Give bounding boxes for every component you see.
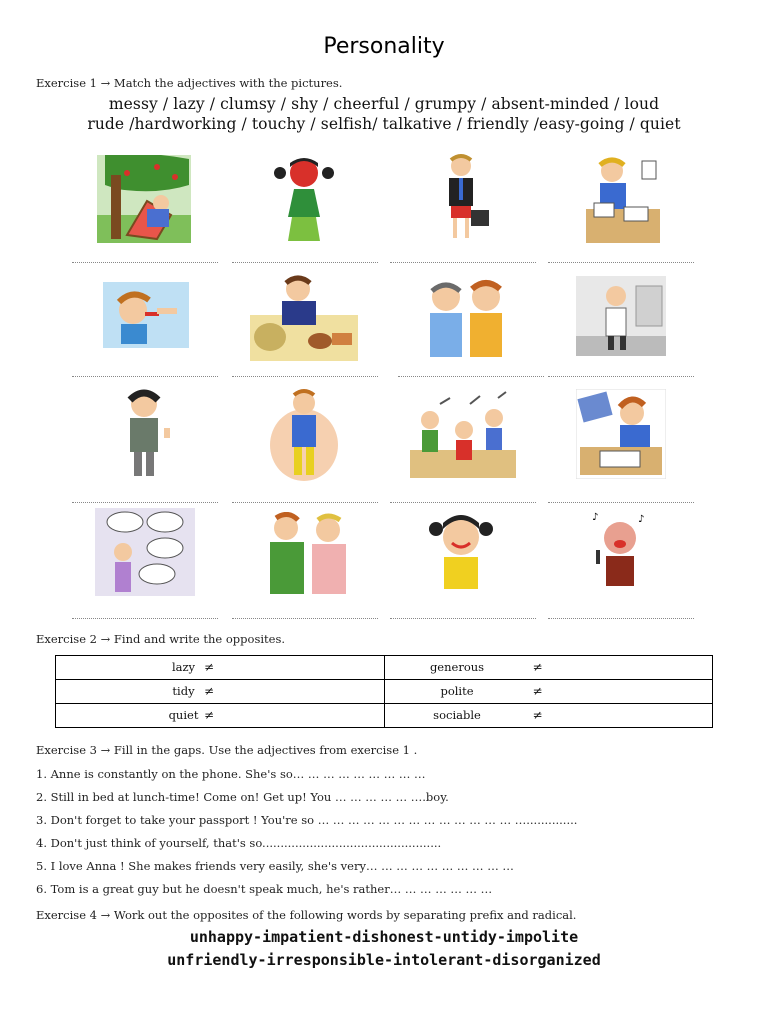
answer-line-6[interactable] [232, 376, 378, 377]
word-list-line-2: unfriendly-irresponsible-intolerant-disorganized [167, 951, 601, 969]
girl-with-pigtails-scowling-icon [272, 155, 336, 243]
answer-line-3[interactable] [390, 262, 536, 263]
shy-boy-icon [118, 388, 178, 482]
word-label: quiet [168, 708, 199, 722]
sentence-1[interactable]: 1. Anne is constantly on the phone. She's so… … … … … … … … … [36, 767, 426, 781]
answer-line-9[interactable] [72, 502, 218, 503]
angry-boy-arms-crossed-icon [268, 385, 340, 481]
answer-line-11[interactable] [390, 502, 536, 503]
word-list-line-1: unhappy-impatient-dishonest-untidy-impolite [189, 928, 579, 946]
not-equal-icon: ≠ [532, 684, 543, 698]
answer-line-2[interactable] [232, 262, 378, 263]
loud-band-playing-icon [410, 390, 516, 478]
word-label: polite [440, 684, 474, 698]
boy-shouting-at-friend-icon [256, 512, 356, 594]
opposite-cell[interactable] [384, 656, 713, 680]
answer-line-4[interactable] [548, 262, 694, 263]
answer-line-8[interactable] [548, 376, 694, 377]
boy-studying-at-desk-icon [576, 389, 666, 479]
table-row [56, 704, 713, 728]
svg-text:♪: ♪ [592, 512, 599, 523]
answer-line-10[interactable] [232, 502, 378, 503]
answer-line-12[interactable] [548, 502, 694, 503]
not-equal-icon: ≠ [532, 660, 543, 674]
answer-line-14[interactable] [232, 618, 378, 619]
not-equal-icon: ≠ [204, 708, 215, 722]
adjective-list-line-2: rude /hardworking / touchy / selfish/ talkative / friendly /easy-going / quiet [87, 115, 681, 133]
sentence-2[interactable]: 2. Still in bed at lunch-time! Come on! Get up! You … … … … … ….boy. [36, 790, 449, 804]
table-row [56, 680, 713, 704]
not-equal-icon: ≠ [204, 660, 215, 674]
table-row [56, 656, 713, 680]
word-label: lazy [171, 660, 196, 674]
word-label: generous [429, 660, 485, 674]
exercise-2-heading: Exercise 2 → Find and write the opposites. [36, 632, 286, 646]
man-slipping-on-floor-icon [576, 276, 666, 356]
answer-line-15[interactable] [390, 618, 536, 619]
svg-text:♪: ♪ [638, 514, 645, 525]
sentence-3[interactable]: 3. Don't forget to take your passport ! You're so … … … … … … … … … … … … … ….............. [36, 813, 578, 827]
page-title: Personality [323, 34, 445, 59]
opposite-cell[interactable] [384, 704, 713, 728]
two-boys-arm-in-arm-icon [416, 277, 512, 357]
word-label: sociable [433, 708, 481, 722]
boy-juggling-papers-icon [580, 155, 666, 243]
exercise-4-heading: Exercise 4 → Work out the opposites of the following words by separating prefix and radical. [36, 908, 577, 922]
answer-line-7[interactable] [398, 376, 544, 377]
opposites-table [55, 655, 713, 728]
man-eating-piles-of-food-icon [250, 275, 358, 361]
not-equal-icon: ≠ [204, 684, 215, 698]
cheerful-smiling-girl-icon [428, 511, 494, 595]
adjective-list-line-1: messy / lazy / clumsy / shy / cheerful / grumpy / absent-minded / loud [108, 95, 660, 113]
answer-line-13[interactable] [72, 618, 218, 619]
opposite-cell[interactable] [56, 704, 385, 728]
people-talking-blah-blah-icon [95, 508, 195, 596]
exercise-1-heading: Exercise 1 → Match the adjectives with the pictures. [36, 76, 343, 90]
opposite-cell[interactable] [56, 656, 385, 680]
absent-minded-businessman-with-briefcase-icon [435, 152, 491, 244]
exercise-3-heading: Exercise 3 → Fill in the gaps. Use the adjectives from exercise 1 . [36, 743, 418, 757]
man-in-deckchair-under-tree-icon [97, 155, 191, 243]
opposite-cell[interactable] [384, 680, 713, 704]
sentence-5[interactable]: 5. I love Anna ! She makes friends very easily, she's very… … … … … … … … … … [36, 859, 514, 873]
word-label: tidy [172, 684, 195, 698]
sentence-4[interactable]: 4. Don't just think of yourself, that's so................................................. [36, 836, 442, 850]
not-equal-icon: ≠ [532, 708, 543, 722]
answer-line-1[interactable] [72, 262, 218, 263]
opposite-cell[interactable] [56, 680, 385, 704]
sentence-6[interactable]: 6. Tom is a great guy but he doesn't speak much, he's rather… … … … … … … [36, 882, 493, 896]
boy-sticking-tongue-out-icon [103, 282, 189, 348]
boy-singing-loudly-icon [588, 510, 652, 596]
answer-line-5[interactable] [72, 376, 218, 377]
answer-line-16[interactable] [548, 618, 694, 619]
